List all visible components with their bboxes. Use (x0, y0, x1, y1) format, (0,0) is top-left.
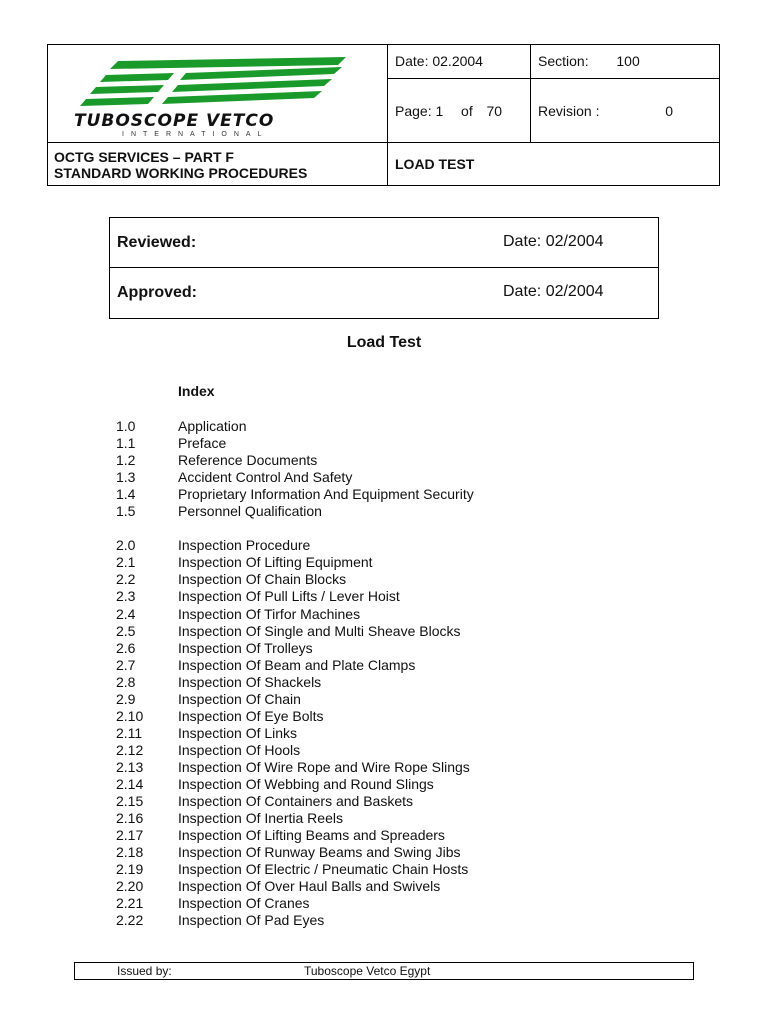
toc-entry: Personnel Qualification (178, 503, 322, 520)
revision-label: Revision : (538, 103, 600, 119)
toc-number: 2.8 (116, 673, 136, 690)
toc-entry: Inspection Procedure (178, 537, 311, 554)
toc-entry: Inspection Of Pad Eyes (178, 912, 325, 929)
toc-number: 1.4 (116, 486, 136, 503)
toc-entry: Reference Documents (178, 452, 318, 469)
toc-entry: Inspection Of Tirfor Machines (178, 605, 361, 622)
toc-entry: Inspection Of Pull Lifts / Lever Hoist (178, 588, 400, 605)
approved-date: Date: 02/2004 (503, 283, 604, 300)
toc-number: 2.1 (116, 554, 136, 571)
issued-by-value: Tuboscope Vetco Egypt (304, 964, 431, 978)
approved-label: Approved: (117, 284, 197, 301)
toc-entry: Inspection Of Chain (178, 690, 301, 707)
page-cell (388, 79, 531, 143)
toc-entry: Inspection Of Beam and Plate Clamps (178, 656, 416, 673)
toc-number: 2.0 (116, 537, 136, 554)
document-title: Load Test (346, 334, 422, 351)
toc-entry: Inspection Of Lifting Beams and Spreaders (178, 827, 445, 844)
toc-entry: Inspection Of Cranes (178, 895, 310, 912)
page-label: Page: 1 (395, 103, 444, 119)
toc-entry: Inspection Of Eye Bolts (178, 707, 324, 724)
toc-entry: Inspection Of Shackels (178, 673, 322, 690)
toc-number: 2.12 (116, 741, 144, 758)
date-cell: Date: 02.2004 (388, 45, 531, 79)
section-cell (531, 45, 719, 79)
reviewed-row (110, 218, 658, 268)
logo-cell (48, 45, 388, 143)
octg-line1: OCTG SERVICES – PART F (54, 149, 234, 165)
toc-number: 2.15 (116, 793, 144, 810)
toc-number: 2.9 (116, 690, 136, 707)
toc-entry: Inspection Of Electric / Pneumatic Chain Hosts (178, 861, 469, 878)
toc-entry: Inspection Of Trolleys (178, 639, 313, 656)
page-total: 70 (486, 103, 503, 119)
toc-entry: Inspection Of Runway Beams and Swing Jibs (178, 844, 461, 861)
index-heading: Index (178, 383, 215, 399)
load-test-cell: LOAD TEST (395, 156, 475, 172)
toc-entry: Inspection Of Links (178, 724, 298, 741)
toc-entry: Preface (178, 435, 227, 452)
revision-cell (531, 79, 719, 143)
toc-entry: Inspection Of Webbing and Round Slings (178, 776, 434, 792)
toc-number: 2.18 (116, 844, 144, 861)
toc-entry: Application (178, 418, 247, 434)
review-box (109, 217, 659, 319)
toc-entry: Inspection Of Chain Blocks (178, 571, 347, 588)
toc-number: 2.14 (116, 776, 144, 792)
octg-line2: STANDARD WORKING PROCEDURES (54, 165, 308, 181)
reviewed-date: Date: 02/2004 (503, 233, 604, 250)
octg-cell (48, 143, 388, 185)
approved-row (110, 268, 658, 318)
toc-entry: Inspection Of Hools (178, 741, 301, 758)
toc-number: 2.13 (116, 758, 144, 775)
toc-entry: Inspection Of Single and Multi Sheave Blocks (178, 622, 461, 639)
toc-entry: Proprietary Information And Equipment Security (178, 486, 474, 503)
toc-number: 2.20 (116, 878, 144, 895)
header-table (47, 44, 720, 186)
toc-number: 2.10 (116, 707, 144, 724)
toc-number: 1.0 (116, 418, 136, 434)
toc-entry: Inspection Of Lifting Equipment (178, 554, 373, 571)
toc-number: 1.2 (116, 452, 136, 469)
toc-number: 2.5 (116, 622, 136, 639)
toc-entry: Accident Control And Safety (178, 469, 353, 486)
toc-number: 2.2 (116, 571, 136, 588)
footer-box (74, 962, 694, 980)
toc-entry: Inspection Of Inertia Reels (178, 810, 343, 827)
reviewed-label: Reviewed: (117, 234, 197, 251)
toc-number: 2.4 (116, 605, 136, 622)
toc-number: 2.21 (116, 895, 144, 912)
section-value: 100 (616, 53, 640, 69)
toc-number: 2.22 (116, 912, 144, 929)
section-label: Section: (538, 53, 589, 69)
toc-number: 2.17 (116, 827, 144, 844)
toc-number: 2.11 (116, 724, 143, 741)
toc-number: 1.5 (116, 503, 136, 520)
toc-entry: Inspection Of Over Haul Balls and Swivels (178, 878, 441, 895)
toc-number: 2.19 (116, 861, 144, 878)
brand-name: TUBOSCOPE VETCO (74, 111, 275, 131)
issued-by-label: Issued by: (117, 964, 172, 978)
toc-number: 1.1 (116, 435, 136, 452)
revision-value: 0 (665, 103, 674, 119)
company-logo-icon (70, 53, 370, 113)
toc-number: 2.16 (116, 810, 144, 827)
toc-entry: Inspection Of Wire Rope and Wire Rope Slings (178, 758, 470, 775)
toc-number: 2.6 (116, 639, 136, 656)
toc-number: 1.3 (116, 469, 136, 486)
toc-entry: Inspection Of Containers and Baskets (178, 793, 414, 810)
brand-subtitle: INTERNATIONAL (122, 131, 269, 138)
toc-number: 2.7 (116, 656, 136, 673)
toc-number: 2.3 (116, 588, 136, 605)
page-of: of (461, 103, 473, 119)
